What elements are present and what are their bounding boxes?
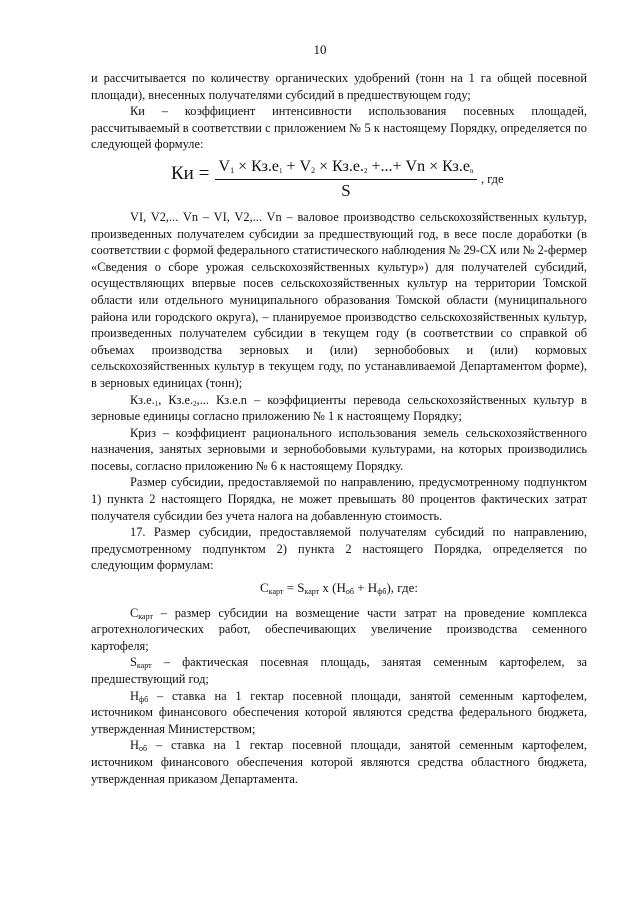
v1-term: V: [218, 157, 231, 175]
paragraph-ki-definition: Ки – коэффициент интенсивности использования посевных площадей, рассчитываемый в соответствии с приложением № 5 к настоящему Порядку, определяется по следующей формуле:: [91, 104, 587, 152]
paragraph-h-ob: [91, 737, 587, 787]
formula-ki-lhs: Ки =: [171, 162, 210, 184]
h1-subscript: об: [345, 587, 354, 597]
paragraph-subsidy-limit: Размер субсидии, предоставляемой по направлению, предусмотренному подпунктом 1) пункта 2 настоящего Порядка, не может превышать 80 процентов фактических затрат получателя субсидии без учета налога на добавленную стоимость.: [91, 475, 587, 523]
vn-term: +...+ Vn × Кз.е: [367, 157, 470, 175]
kze-subscript-1: 1: [154, 399, 159, 408]
c-subscript: карт: [268, 587, 284, 597]
kn-subscript: n: [469, 166, 474, 175]
s-subscript: карт: [304, 587, 320, 597]
formula-ki-where: , где: [481, 171, 504, 186]
kze-symbol-1: Кз.е.: [130, 392, 155, 407]
h2-symbol: + Н: [353, 580, 378, 596]
paragraph-gross-production: VI, V2,... Vn – VI, V2,... Vn – валовое производство сельскохозяйственных культур, произведенных получателем субсидии за предшествующий год, в весе после доработки (в соответствии с формой федерального статистического наблюдения № 29-СХ или № 2-фермер «Сведения о сборе урожая сельскохозяйственных культур») для получателей субсидий, осуществляющих впервые посев сельскохозяйственных культур на территории Томской области или отдельного муниципального образования Томской области (муниципального района или городского округа), – планируемое производство сельскохозяйственных культур, произведенных получателем субсидии в текущем году (в соответствии со справкой об объемах производства зерновых и (или) зернобобовых и (или) кормовых сельскохозяйственных культур в текущем году, по устанавливаемой Департаментом форме), в зерновых единицах (тонн);: [91, 209, 587, 390]
s-kart-symbol: S: [130, 655, 137, 670]
c-kart-text: – размер субсидии на возмещение части затрат на проведение комплекса агротехнологических работ, обеспечивающих увеличение производства семенного картофеля;: [91, 605, 587, 653]
paragraph-h-fb: [91, 688, 587, 738]
document-body: [91, 70, 587, 787]
paragraph-item-17: 17. Размер субсидии, предоставляемой получателям субсидий по направлению, предусмотренному подпунктом 2) пункта 2 настоящего Порядка, определяется по следующим формулам:: [91, 525, 587, 573]
h-fb-subscript: фб: [138, 694, 149, 704]
formula-where: ), где:: [386, 580, 418, 596]
h1-symbol: х (Н: [319, 580, 346, 596]
c-kart-subscript: карт: [138, 611, 153, 621]
formula-ki-fraction: [215, 157, 477, 202]
v1-subscript: 1: [230, 165, 235, 175]
v2-term: + V: [282, 157, 312, 175]
k1-subscript: 1: [278, 166, 283, 175]
formula-ki-numerator: [215, 157, 477, 180]
page-number: 10: [313, 42, 327, 57]
c-kart-symbol: С: [130, 605, 139, 620]
h2-subscript: фб: [377, 587, 387, 597]
paragraph-c-kart: [91, 605, 587, 655]
h-fb-symbol: Н: [130, 688, 139, 703]
h-ob-subscript: об: [138, 744, 148, 754]
c-symbol: С: [260, 580, 269, 596]
s-symbol: = S: [283, 580, 305, 596]
v2-subscript: 2: [311, 165, 316, 175]
kze-subscript-2: 2: [193, 399, 197, 408]
paragraph-conversion-coefficients: [91, 392, 587, 425]
k1-term: × Кз.е: [234, 157, 279, 175]
k2-subscript: 2: [363, 166, 368, 175]
formula-ki: [91, 157, 587, 203]
s-kart-text: – фактическая посевная площадь, занятая семенным картофелем, за предшествующий год;: [91, 655, 587, 686]
kze-symbol-2: , Кз.е.: [158, 392, 194, 407]
paragraph-kriz: Криз – коэффициент рационального использования земель сельскохозяйственного назначения, занятых зерновыми и зернобобовыми культурами, на которых производились посевы, согласно приложению № 6 к настоящему Порядку.: [91, 425, 587, 473]
s-kart-subscript: карт: [136, 661, 152, 671]
k2-term: × Кз.е.: [315, 157, 364, 175]
h-ob-symbol: Н: [130, 738, 139, 753]
formula-potato-subsidy: [91, 580, 587, 597]
h-ob-text: – ставка на 1 гектар посевной площади, занятой семенным картофелем, источником финансового обеспечения которой являются средства областного бюджета, утвержденная приказом Департамента.: [91, 738, 587, 786]
paragraph-organic-fertilizer: и рассчитывается по количеству органических удобрений (тонн на 1 га общей посевной площади), внесенных получателями субсидий в предшествующем году;: [91, 71, 587, 102]
kze-text: ,... Кз.е.n – коэффициенты перевода сельскохозяйственных культур в зерновые единицы согласно приложению № 1 к настоящему Порядку;: [91, 392, 587, 424]
h-fb-text: – ставка на 1 гектар посевной площади, занятой семенным картофелем, источником финансового обеспечения которой являются средства федерального бюджета, утвержденная Министерством;: [91, 688, 587, 736]
paragraph-s-kart: [91, 654, 587, 687]
formula-ki-denominator: S: [341, 180, 351, 200]
